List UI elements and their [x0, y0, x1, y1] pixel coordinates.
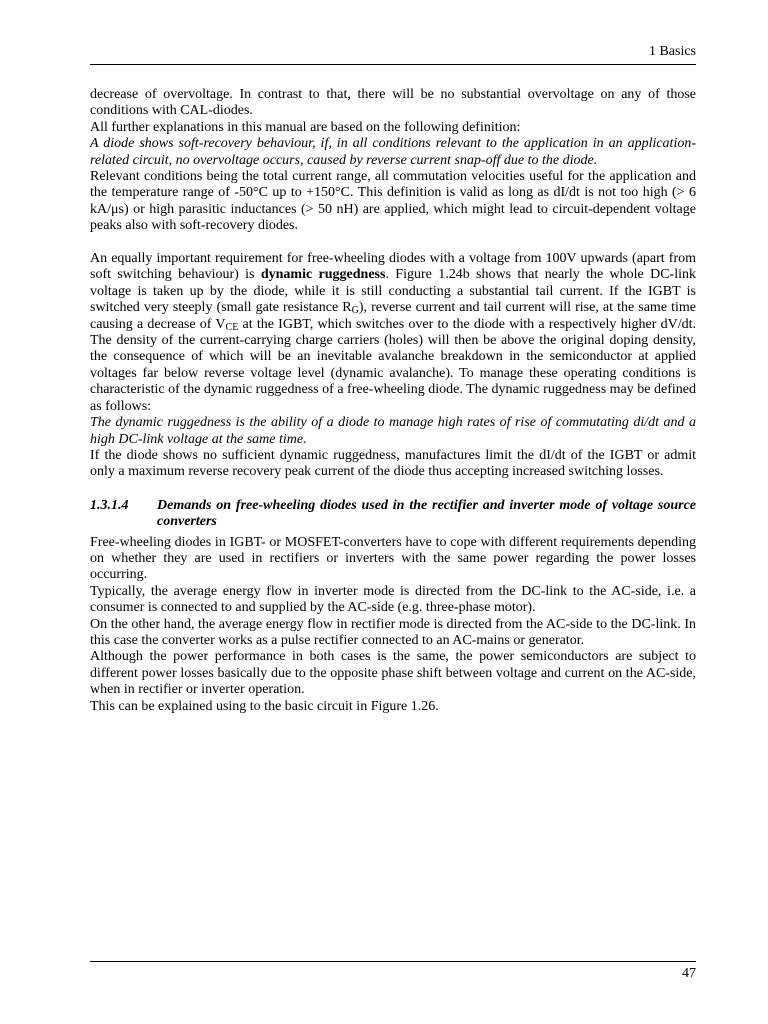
text-run: An equally important requirement for free-wheeling diodes with a voltage from 100V upwards (apart from soft switching behaviour) is — [90, 251, 696, 283]
paragraph: Although the power performance in both cases is the same, the power semiconductors are subject to different power losses basically due to the opposite phase shift between voltage and current on the AC-side, when in rectifier or inverter operation. — [90, 649, 696, 698]
page-number: 47 — [682, 966, 696, 981]
paragraph: All further explanations in this manual are based on the following definition: — [90, 119, 521, 135]
subscript: CE — [225, 321, 239, 333]
section-title: Demands on free-wheeling diodes used in the rectifier and inverter mode of voltage source converters — [157, 497, 696, 530]
chapter-label: 1 Basics — [648, 44, 696, 59]
definition-dynamic-ruggedness: The dynamic ruggedness is the ability of a diode to manage high rates of rise of commutating di/dt and a high DC-link voltage at the same time. — [90, 415, 696, 447]
bold-term: dynamic ruggedness — [260, 267, 386, 283]
paragraph: Free-wheeling diodes in IGBT- or MOSFET-converters have to cope with different requirements depending on whether they are used in rectifiers or inverters with the same power regarding the power losses occurring. — [90, 534, 696, 583]
paragraph: If the diode shows no sufficient dynamic ruggedness, manufactures limit the dI/dt of the IGBT or admit only a maximum reverse recovery peak current of the diode thus accepting increased switching losses. — [90, 447, 696, 480]
text-run: at the IGBT, which switches over to the diode with a respectively higher dV/dt. The density of the current-carrying charge carriers (holes) will then be above the original doping density, the consequence of which will be an inevitable avalanche breakdown in the semiconductor at applied voltages far below reverse voltage level (dynamic avalanche). To manage these operating conditions is characteristic of the dynamic ruggedness of a free-wheeling diode. The dynamic ruggedness may be defined as follows: — [90, 316, 696, 414]
text-run: . Figure 1.24b shows that nearly the whole DC-link voltage is taken up by the diode, while it is still conducting a substantial tail current. If the IGBT is switched very steeply (small gate resistance R — [90, 267, 697, 316]
subscript: G — [351, 305, 359, 317]
header-rule — [90, 64, 696, 65]
page-body — [90, 87, 696, 715]
paragraph-dynamic-ruggedness — [90, 251, 696, 415]
paragraph: decrease of overvoltage. In contrast to that, there will be no substantial overvoltage on any of those conditions with CAL-diodes. — [90, 87, 696, 119]
section-heading — [90, 498, 696, 531]
paragraph: Relevant conditions being the total current range, all commutation velocities useful for the application and the temperature range of -50°C up to +150°C. This definition is valid as long as dI/dt is not too high (> 6 kA/μs) or high parasitic inductances (> 50 nH) are applied, which might lead to circuit-dependent voltage peaks also with soft-recovery diodes. — [90, 169, 696, 234]
section-number: 1.3.1.4 — [90, 497, 129, 513]
text-run: ), reverse current and tail current will rise, at the same time causing a decrease of V — [90, 300, 696, 332]
paragraph: Typically, the average energy flow in inverter mode is directed from the DC-link to the AC-side, i.e. a consumer is connected to and supplied by the AC-side (e.g. three-phase motor). — [90, 583, 696, 616]
paragraph: This can be explained using to the basic circuit in Figure 1.26. — [90, 698, 439, 714]
paragraph: On the other hand, the average energy flow in rectifier mode is directed from the AC-side to the DC-link. In this case the converter works as a pulse rectifier connected to an AC-mains or generator. — [90, 616, 696, 648]
footer-rule — [90, 961, 696, 962]
definition-soft-recovery: A diode shows soft-recovery behaviour, if, in all conditions relevant to the application in an application-related circuit, no overvoltage occurs, caused by reverse current snap-off due to the diode. — [90, 136, 696, 168]
